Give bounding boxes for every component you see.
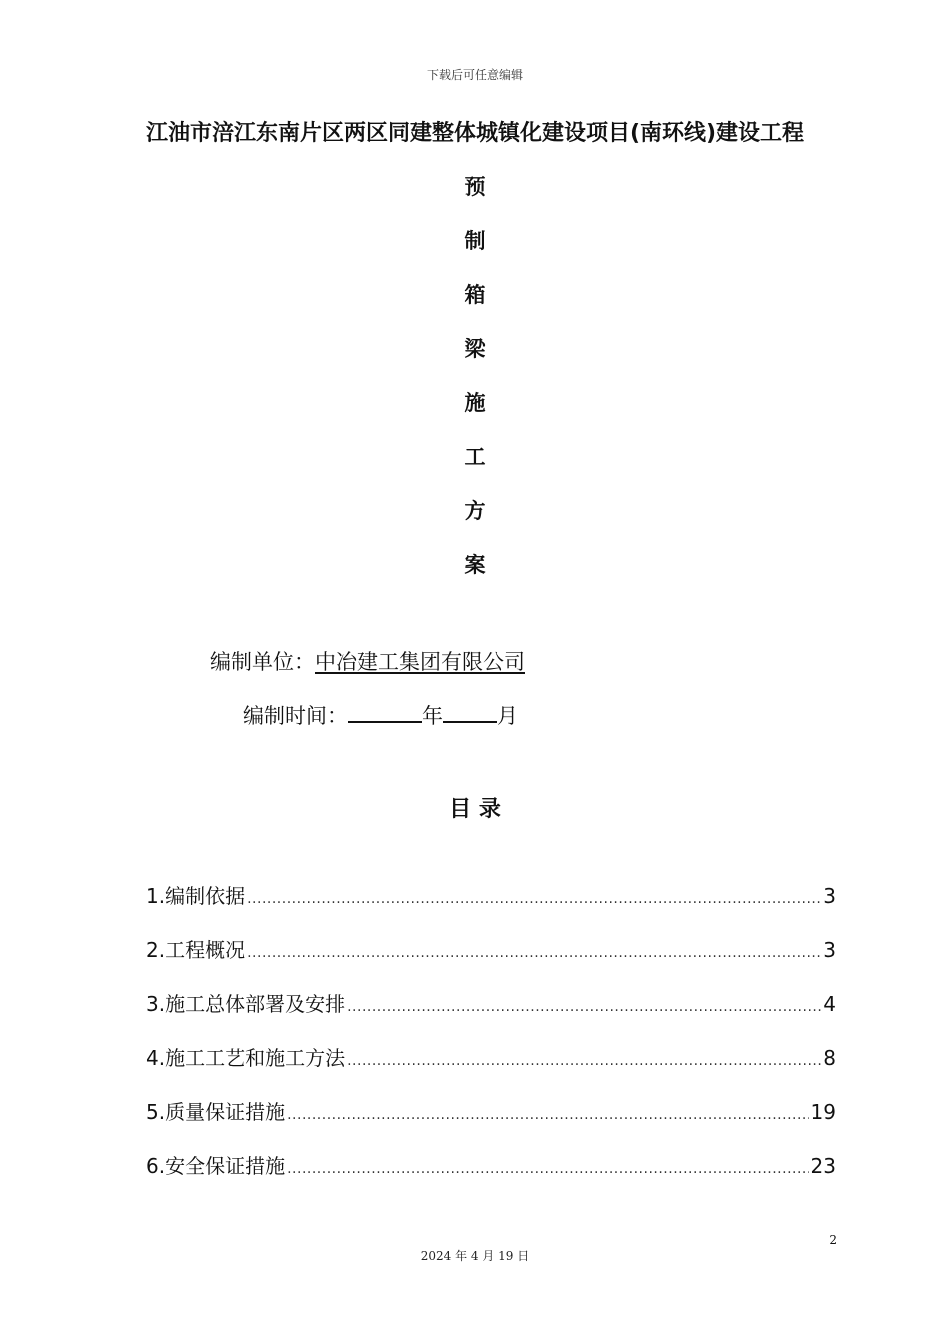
- subtitle-char: 梁: [464, 337, 486, 361]
- toc-item-label: 4.施工工艺和施工方法: [146, 1046, 346, 1070]
- toc-leader: [347, 1046, 821, 1070]
- subtitle-char: 方: [464, 499, 486, 523]
- toc-item-label: 5.质量保证措施: [146, 1100, 286, 1124]
- subtitle-char: 制: [464, 229, 486, 253]
- org-value: 中冶建工集团有限公司: [315, 650, 525, 674]
- toc-item-label: 6.安全保证措施: [146, 1154, 286, 1178]
- subtitle-char: 箱: [464, 283, 486, 307]
- toc-item-label: 2.工程概况: [146, 938, 246, 962]
- toc-item-label: 3.施工总体部署及安排: [146, 992, 346, 1016]
- subtitle-char: 施: [464, 391, 486, 415]
- toc-leader: [247, 938, 821, 962]
- toc-item-page: 19: [810, 1100, 836, 1124]
- toc-item[interactable]: [146, 934, 836, 963]
- year-blank: [348, 703, 422, 723]
- date-label: 编制时间：: [243, 704, 348, 728]
- toc-leader: [287, 1154, 808, 1178]
- header-note: 下载后可任意编辑: [426, 68, 523, 82]
- toc-item-label: 1.编制依据: [146, 884, 246, 908]
- toc-item-page: 8: [823, 1046, 836, 1070]
- date-row: [243, 700, 518, 730]
- footer-date: 2024 年 4 月 19 日: [420, 1249, 530, 1263]
- toc-leader: [347, 992, 821, 1016]
- toc-item-page: 3: [823, 884, 836, 908]
- year-suffix: 年: [422, 704, 443, 728]
- page-number: 2: [829, 1233, 837, 1247]
- toc-item[interactable]: [146, 1096, 836, 1125]
- toc-item[interactable]: [146, 1150, 836, 1179]
- toc-leader: [287, 1100, 808, 1124]
- toc-item[interactable]: [146, 988, 836, 1017]
- month-blank: [443, 703, 497, 723]
- toc-title: 目 录: [449, 797, 501, 822]
- subtitle-char: 工: [464, 445, 486, 469]
- toc-item-page: 3: [823, 938, 836, 962]
- subtitle-char: 案: [464, 553, 486, 577]
- subtitle-char: 预: [464, 175, 486, 199]
- toc-item-page: 23: [810, 1154, 836, 1178]
- toc-leader: [247, 884, 821, 908]
- org-row: [210, 646, 525, 676]
- month-suffix: 月: [497, 704, 518, 728]
- document-title: 江油市涪江东南片区两区同建整体城镇化建设项目(南环线)建设工程: [145, 121, 805, 146]
- toc-item[interactable]: [146, 880, 836, 909]
- org-label: 编制单位：: [210, 650, 315, 674]
- toc-item[interactable]: [146, 1042, 836, 1071]
- toc-item-page: 4: [823, 992, 836, 1016]
